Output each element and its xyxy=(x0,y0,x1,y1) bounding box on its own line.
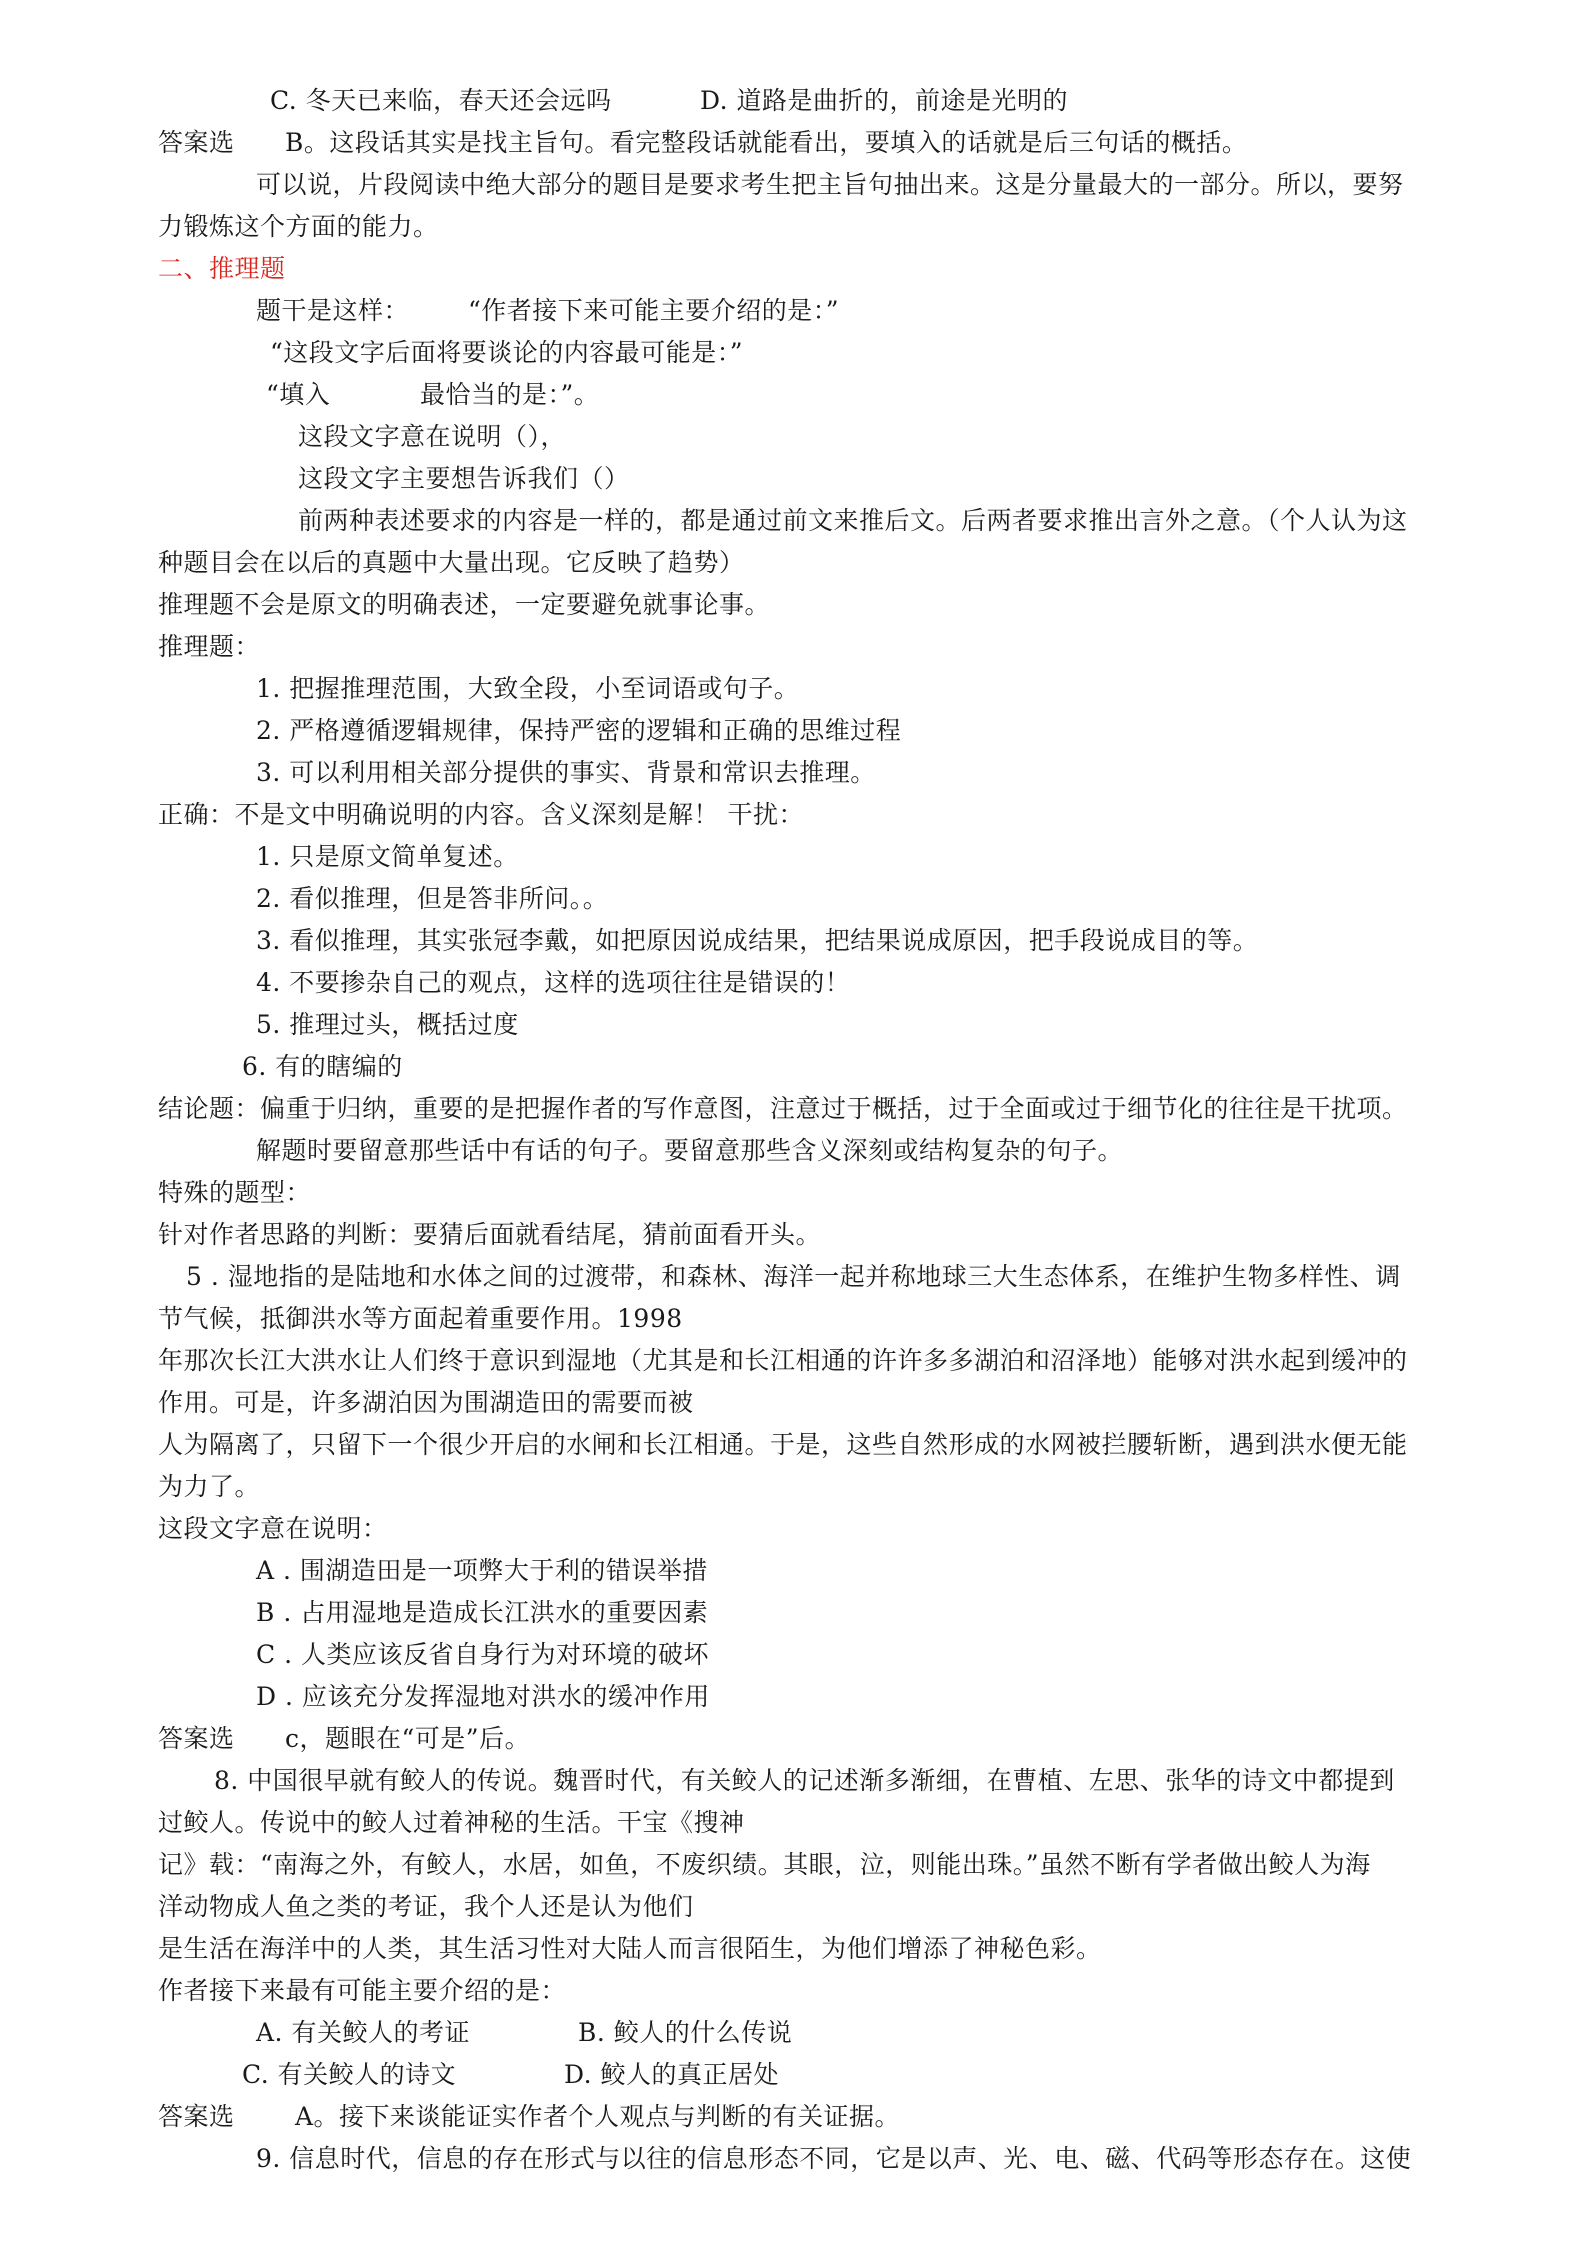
answer-line-2: 答案选 xyxy=(158,1724,235,1753)
question-8-line: 8. 中国很早就有鲛人的传说。魏晋时代，有关鲛人的记述渐多渐细，在曹植、左思、张华的诗文中都提到 xyxy=(214,1766,1395,1795)
question-8-line: 是生活在海洋中的人类，其生活习性对大陆人而言很陌生，为他们增添了神秘色彩。 xyxy=(158,1934,1102,1963)
option-c-line: C. 冬天已来临，春天还会远吗 xyxy=(270,86,612,115)
answer-explanation-1: B。这段话其实是找主旨句。看完整段话就能看出，要填入的话就是后三句话的概括。 xyxy=(285,128,1248,157)
option-d: D . 应该充分发挥湿地对洪水的缓冲作用 xyxy=(256,1682,710,1711)
paragraph-line: 前两种表述要求的内容是一样的，都是通过前文来推后文。后两者要求推出言外之意。（个人认为这 xyxy=(298,506,1408,535)
question-8-line: 洋动物成人鱼之类的考证，我个人还是认为他们 xyxy=(158,1892,694,1921)
list-item: 5. 推理过头，概括过度 xyxy=(256,1010,519,1039)
option-a: A . 围湖造田是一项弊大于利的错误举措 xyxy=(256,1556,708,1585)
subheading: 推理题： xyxy=(158,632,261,661)
stem-form-5: 这段文字主要想告诉我们（） xyxy=(298,464,630,493)
stem-form-1: “作者接下来可能主要介绍的是：” xyxy=(468,296,840,325)
option-c: C. 有关鲛人的诗文 xyxy=(242,2060,457,2089)
paragraph-line: 力锻炼这个方面的能力。 xyxy=(158,212,439,241)
question-5-line: 节气候，抵御洪水等方面起着重要作用。1998 xyxy=(158,1304,683,1333)
option-c: C . 人类应该反省自身行为对环境的破坏 xyxy=(256,1640,709,1669)
section-heading: 二、推理题 xyxy=(158,254,286,283)
stem-form-4: 这段文字意在说明（）， xyxy=(298,422,567,451)
question-8-line: 记》载：“南海之外，有鲛人，水居，如鱼，不废织绩。其眼，泣，则能出珠。”虽然不断有学者做出鲛人为海 xyxy=(158,1850,1371,1879)
list-item: 2. 看似推理，但是答非所问。。 xyxy=(256,884,609,913)
paragraph-line: 种题目会在以后的真题中大量出现。它反映了趋势） xyxy=(158,548,745,577)
question-8-line: 过鲛人。传说中的鲛人过着神秘的生活。干宝《搜神 xyxy=(158,1808,745,1837)
option-b: B . 占用湿地是造成长江洪水的重要因素 xyxy=(256,1598,709,1627)
question-5-line: 为力了。 xyxy=(158,1472,261,1501)
list-item: 3. 看似推理，其实张冠李戴，如把原因说成结果，把结果说成原因，把手段说成目的等。 xyxy=(256,926,1259,955)
option-a: A. 有关鲛人的考证 xyxy=(256,2018,470,2047)
paragraph-line: 结论题：偏重于归纳，重要的是把握作者的写作意图，注意过于概括，过于全面或过于细节化的往往是干扰项。 xyxy=(158,1094,1408,1123)
question-8-prompt: 作者接下来最有可能主要介绍的是： xyxy=(158,1976,567,2005)
answer-line-1: 答案选 xyxy=(158,128,235,157)
question-5-line: 人为隔离了，只留下一个很少开启的水闸和长江相通。于是，这些自然形成的水网被拦腰斩断，遇到洪水便无能 xyxy=(158,1430,1408,1459)
list-item: 2. 严格遵循逻辑规律，保持严密的逻辑和正确的思维过程 xyxy=(256,716,902,745)
answer-line-3: 答案选 xyxy=(158,2102,235,2131)
list-item: 1. 把握推理范围，大致全段，小至词语或句子。 xyxy=(256,674,800,703)
subheading: 特殊的题型： xyxy=(158,1178,312,1207)
option-d: D. 鲛人的真正居处 xyxy=(564,2060,780,2089)
list-item: 1. 只是原文简单复述。 xyxy=(256,842,519,871)
paragraph-line: 解题时要留意那些话中有话的句子。要留意那些含义深刻或结构复杂的句子。 xyxy=(256,1136,1124,1165)
stem-form-2: “这段文字后面将要谈论的内容最可能是：” xyxy=(270,338,744,367)
stem-form-3b: 最恰当的是：”。 xyxy=(420,380,600,409)
question-5-line: 5 . 湿地指的是陆地和水体之间的过渡带，和森林、海洋一起并称地球三大生态体系，在维护生物多样性、调 xyxy=(186,1262,1401,1291)
option-d-line: D. 道路是曲折的，前途是光明的 xyxy=(700,86,1069,115)
question-5-line: 作用。可是，许多湖泊因为围湖造田的需要而被 xyxy=(158,1388,694,1417)
answer-explanation-2: c，题眼在“可是”后。 xyxy=(285,1724,531,1753)
question-5-prompt: 这段文字意在说明： xyxy=(158,1514,388,1543)
question-9-line: 9. 信息时代，信息的存在形式与以往的信息形态不同，它是以声、光、电、磁、代码等形态存在。这使 xyxy=(256,2144,1412,2173)
stem-intro: 题干是这样： xyxy=(256,296,410,325)
paragraph-line: 推理题不会是原文的明确表述，一定要避免就事论事。 xyxy=(158,590,771,619)
paragraph-line: 针对作者思路的判断：要猜后面就看结尾，猜前面看开头。 xyxy=(158,1220,822,1249)
answer-explanation-3: A。接下来谈能证实作者个人观点与判断的有关证据。 xyxy=(295,2102,901,2131)
question-5-line: 年那次长江大洪水让人们终于意识到湿地（尤其是和长江相通的许许多多湖泊和沼泽地）能够对洪水起到缓冲的 xyxy=(158,1346,1408,1375)
stem-form-3a: “填入 xyxy=(266,380,331,409)
paragraph-line: 正确：不是文中明确说明的内容。含义深刻是解！ 干扰： xyxy=(158,800,804,829)
list-item: 4. 不要掺杂自己的观点，这样的选项往往是错误的！ xyxy=(256,968,851,997)
list-item: 3. 可以利用相关部分提供的事实、背景和常识去推理。 xyxy=(256,758,876,787)
list-item: 6. 有的瞎编的 xyxy=(242,1052,403,1081)
paragraph-line: 可以说，片段阅读中绝大部分的题目是要求考生把主旨句抽出来。这是分量最大的一部分。所以，要努 xyxy=(256,170,1404,199)
option-b: B. 鲛人的什么传说 xyxy=(578,2018,793,2047)
